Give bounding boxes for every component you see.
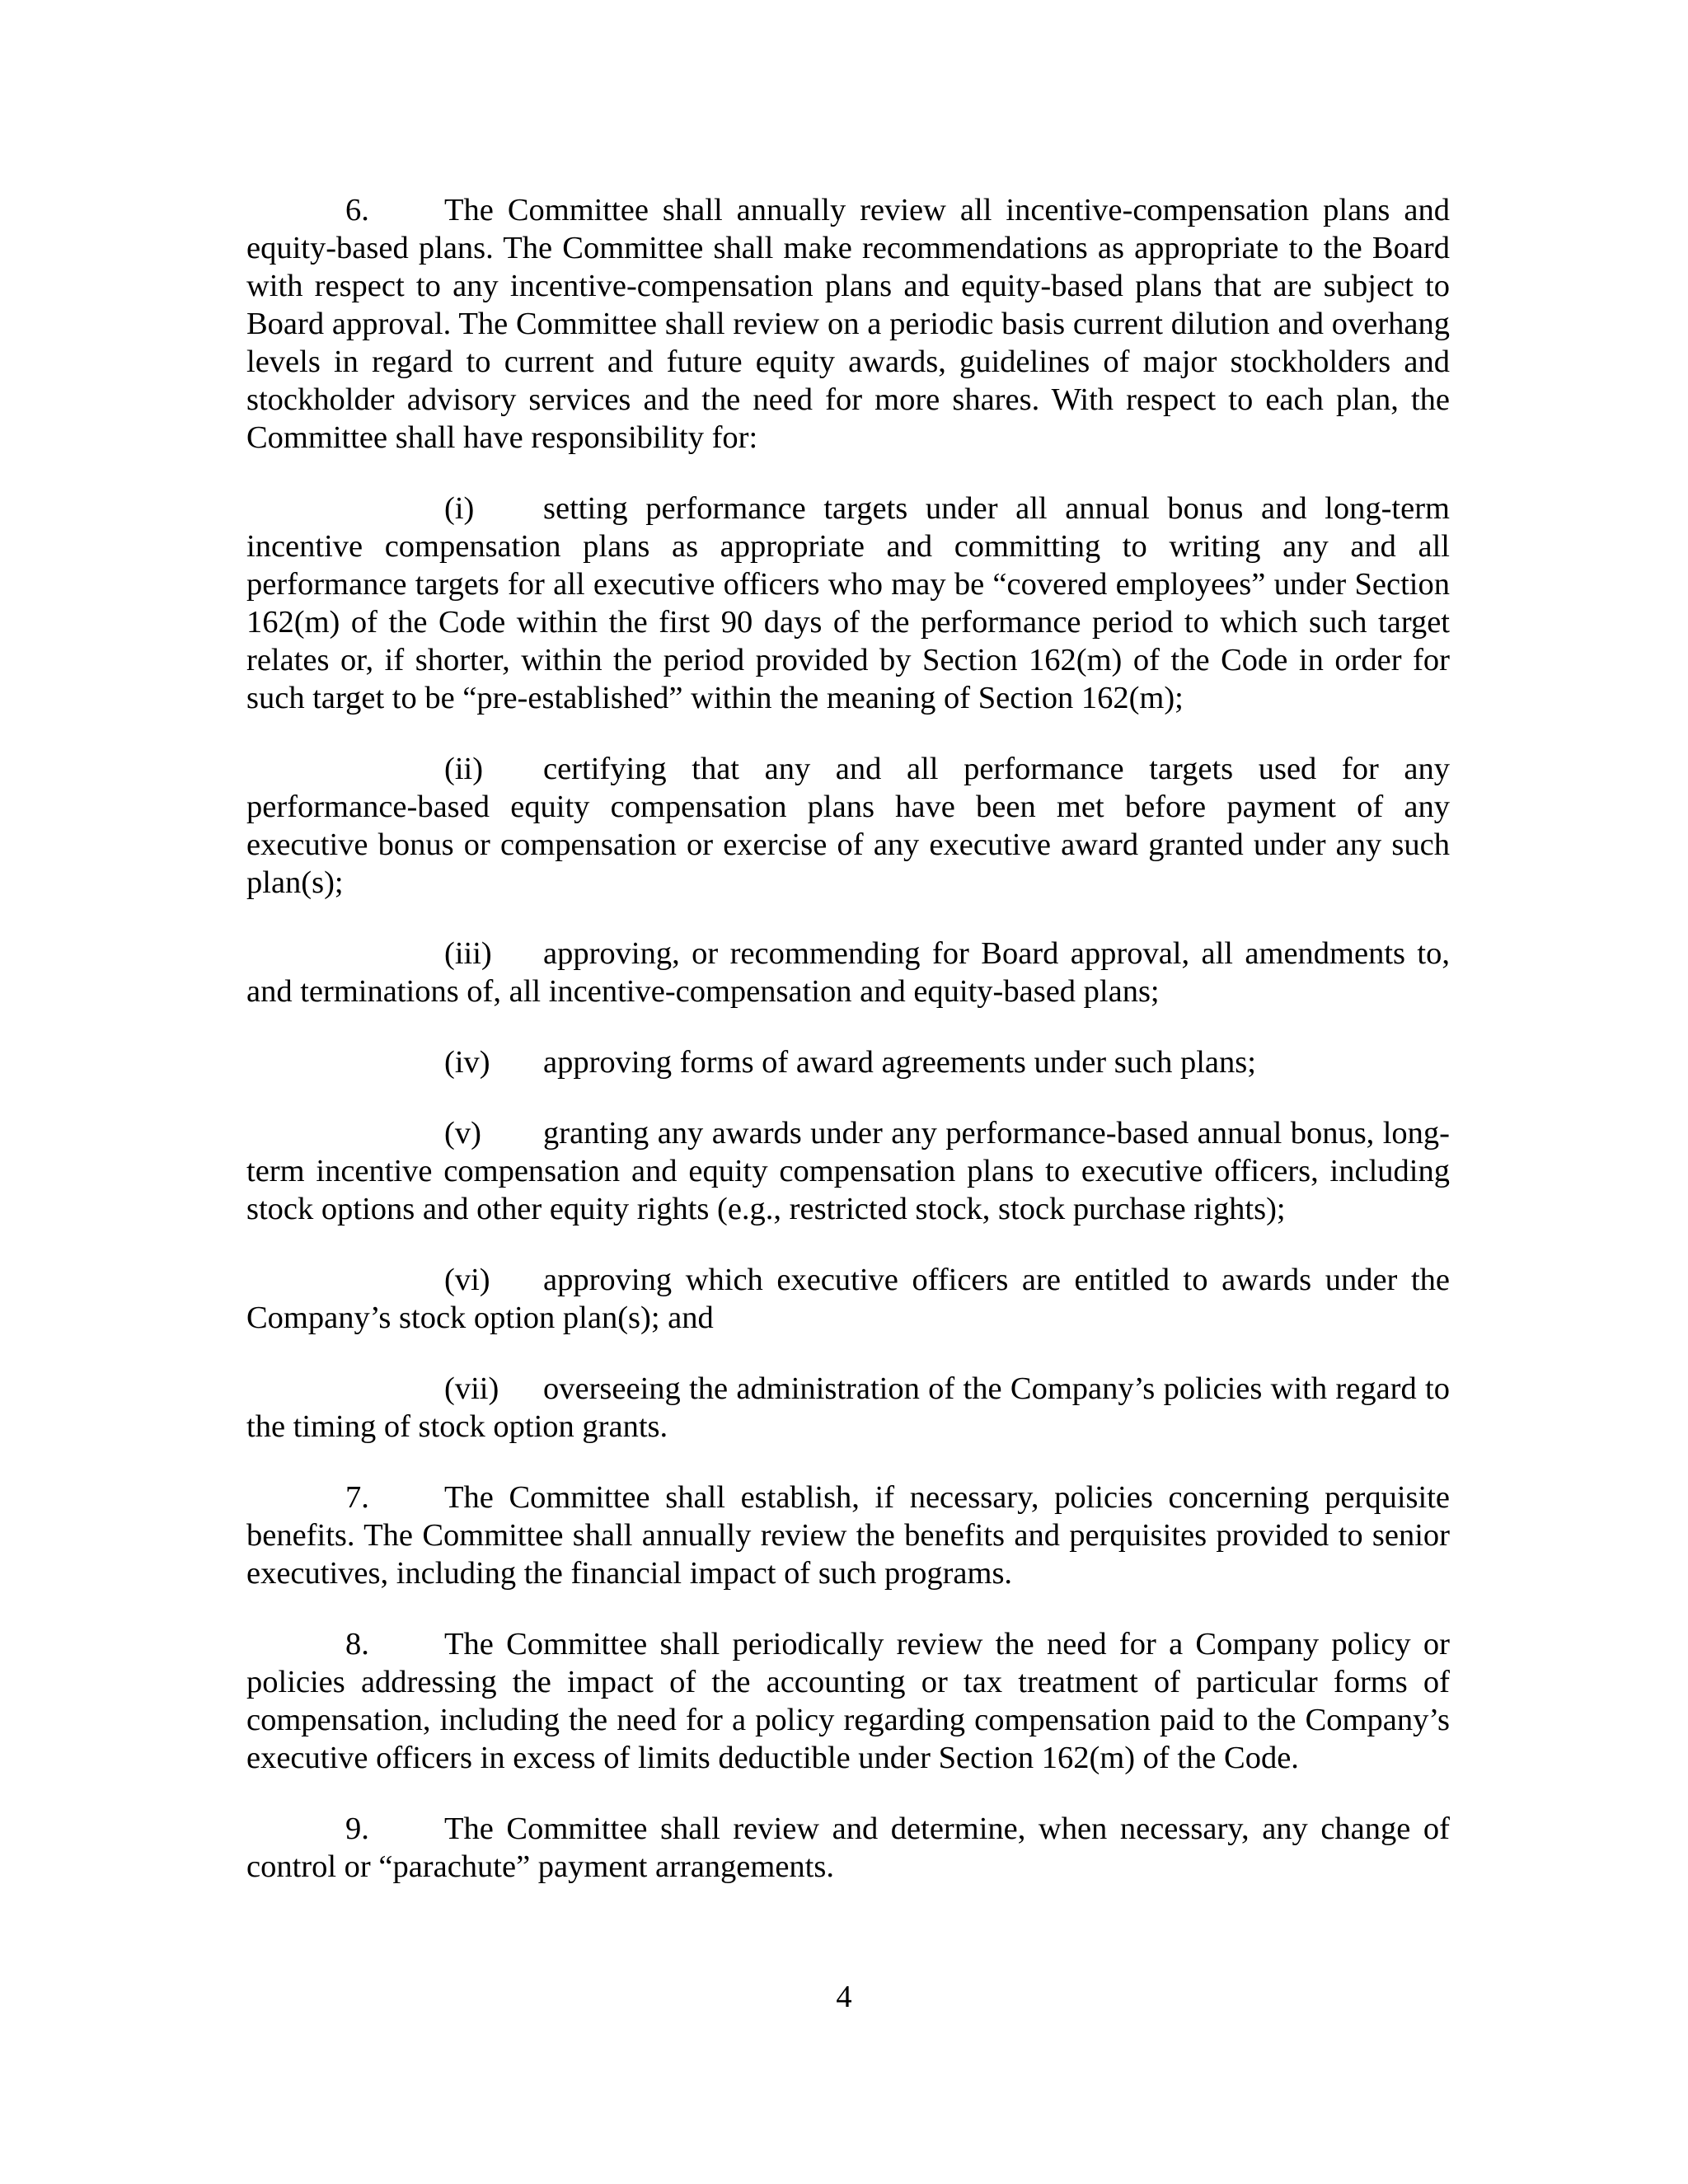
document-body xyxy=(246,191,1450,1919)
paragraph-number: 7. xyxy=(345,1480,369,1515)
list-item-text: approving, or recommending for Board approval, all amendments to, and terminations of, all incentive-compensation and equity-based plans; xyxy=(246,936,1450,1009)
list-item-text: setting performance targets under all annual bonus and long-term incentive compensation plans as appropriate and committing to writing any and all performance targets for all executive officers who may be “covered employees” under Section 162(m) of the Code within the first 90 days of the performance period to which such target relates or, if shorter, within the period provided by Section 162(m) of the Code in order for such target to be “pre-established” within the meaning of Section 162(m); xyxy=(246,491,1450,715)
list-item-v xyxy=(246,1114,1450,1228)
paragraph-text: The Committee shall review and determine, when necessary, any change of control or “parachute” payment arrangements. xyxy=(246,1811,1450,1884)
list-item-text: overseeing the administration of the Company’s policies with regard to the timing of stock option grants. xyxy=(246,1371,1450,1444)
paragraph-text: The Committee shall periodically review the need for a Company policy or policies addressing the impact of the accounting or tax treatment of particular forms of compensation, including the need for a policy regarding compensation paid to the Company’s executive officers in excess of limits deductible under Section 162(m) of the Code. xyxy=(246,1627,1450,1775)
list-item-iii xyxy=(246,935,1450,1010)
list-item-number: (ii) xyxy=(444,752,484,786)
list-item-text: granting any awards under any performance-based annual bonus, long-term incentive compensation and equity compensation plans to executive officers, including stock options and other equity rights (e.g., restricted stock, stock purchase rights); xyxy=(246,1116,1450,1226)
list-item-ii xyxy=(246,750,1450,902)
list-item-i xyxy=(246,490,1450,717)
list-item-vii xyxy=(246,1370,1450,1446)
list-item-text: approving which executive officers are entitled to awards under the Company’s stock option plan(s); and xyxy=(246,1263,1450,1335)
paragraph-number: 9. xyxy=(345,1811,369,1846)
list-item-number: (vi) xyxy=(444,1263,490,1297)
paragraph-text: The Committee shall establish, if necessary, policies concerning perquisite benefits. The Committee shall annually review the benefits and perquisites provided to senior executives, including the financial impact of such programs. xyxy=(246,1480,1450,1591)
paragraph-7 xyxy=(246,1479,1450,1592)
paragraph-6 xyxy=(246,191,1450,457)
list-item-number: (iv) xyxy=(444,1045,490,1080)
list-item-number: (v) xyxy=(444,1116,481,1151)
list-item-number: (vii) xyxy=(444,1371,499,1406)
list-item-number: (i) xyxy=(444,491,475,526)
list-item-vi xyxy=(246,1261,1450,1337)
page-number: 4 xyxy=(836,1980,852,2014)
paragraph-8 xyxy=(246,1625,1450,1777)
list-item-text: approving forms of award agreements under such plans; xyxy=(543,1045,1256,1080)
list-item-iv xyxy=(246,1043,1450,1081)
paragraph-9 xyxy=(246,1810,1450,1886)
paragraph-number: 8. xyxy=(345,1627,369,1661)
paragraph-number: 6. xyxy=(345,193,369,227)
paragraph-text: The Committee shall annually review all incentive-compensation plans and equity-based plans. The Committee shall make recommendations as appropriate to the Board with respect to any incentive-compensation plans and equity-based plans that are subject to Board approval. The Committee shall review on a periodic basis current dilution and overhang levels in regard to current and future equity awards, guidelines of major stockholders and stockholder advisory services and the need for more shares. With respect to each plan, the Committee shall have responsibility for: xyxy=(246,193,1450,455)
list-item-text: certifying that any and all performance targets used for any performance-based equity compensation plans have been met before payment of any executive bonus or compensation or exercise of any executive award granted under any such plan(s); xyxy=(246,752,1450,900)
list-item-number: (iii) xyxy=(444,936,492,971)
